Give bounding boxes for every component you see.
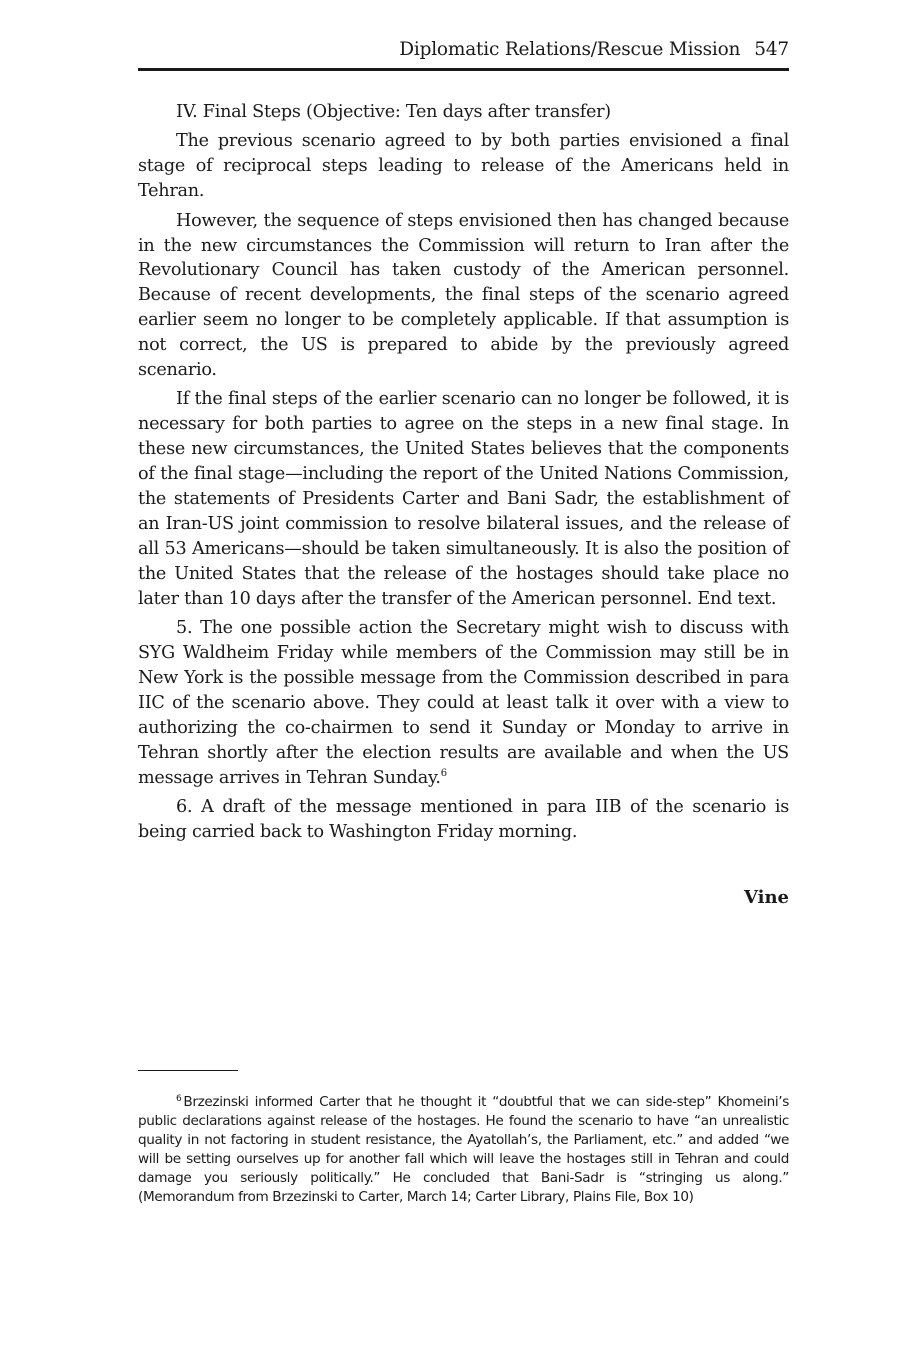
paragraph-sequence-changed: However, the sequence of steps envisioned then has changed because in the new circumstances the Commission will return to Iran after the Revolutionary Council has taken custody of the American personnel. Because of recent developments, the final steps of the scenario agreed earlier seem no longer to be completely applicable. If that assumption is not correct, the US is prepared to abide by the previously agreed scenario. xyxy=(138,210,789,381)
running-header-title: Diplomatic Relations/Rescue Mission xyxy=(399,39,741,60)
paragraph-item-6: 6. A draft of the message mentioned in para IIB of the scenario is being carried back to Washington Friday morning. xyxy=(138,796,789,842)
section-heading: IV. Final Steps (Objective: Ten days after transfer) xyxy=(176,102,611,122)
body-text xyxy=(138,100,789,849)
paragraph-item-5 xyxy=(138,616,789,790)
page-number: 547 xyxy=(754,39,789,60)
header-rule xyxy=(138,68,789,71)
paragraph-new-final-stage: If the final steps of the earlier scenario can no longer be followed, it is necessary for both parties to agree on the steps in a new final stage. In these new circumstances, the United States believes that the components of the final stage—including the report of the United Nations Commission, the statements of Presidents Carter and Bani Sadr, the establishment of an Iran-US joint commission to resolve bilateral issues, and the release of all 53 Americans—should be taken simultaneously. It is also the position of the United States that the release of the hostages should take place no later than 10 days after the transfer of the American personnel. End text. xyxy=(138,389,789,609)
footnote-marker: 6 xyxy=(176,1094,182,1104)
paragraph-item-5-text: 5. The one possible action the Secretary might wish to discuss with SYG Waldheim Friday while members of the Commission may still be in New York is the possible message from the Commission described in para IIC of the scenario above. They could at least talk it over with a view to authorizing the co-chairmen to send it Sunday or Monday to arrive in Tehran shortly after the election results are available and when the US message arrives in Tehran Sunday. xyxy=(138,618,789,788)
paragraph-previous-scenario: The previous scenario agreed to by both parties envisioned a final stage of reciprocal steps leading to release of the Americans held in Tehran. xyxy=(138,131,789,202)
signature: Vine xyxy=(743,887,789,908)
footnote-rule xyxy=(138,1070,238,1071)
running-header xyxy=(138,38,789,62)
footnote-text: Brzezinski informed Carter that he thought it “doubtful that we can side-step” Khomeini’s public declarations against release of the hostages. He found the scenario to have “an unrealistic quality in not factoring in student resistance, the Ayatollah’s, the Parliament, etc.” and added “we will be setting ourselves up for another fall which will leave the hostages still in Tehran and could damage you seriously politically.” He concluded that Bani-Sadr is “stringing us along.” (Memorandum from Brzezinski to Carter, March 14; Carter Library, Plains File, Box 10) xyxy=(138,1094,789,1205)
footnote xyxy=(138,1093,789,1207)
footnote-reference: 6 xyxy=(440,767,447,779)
